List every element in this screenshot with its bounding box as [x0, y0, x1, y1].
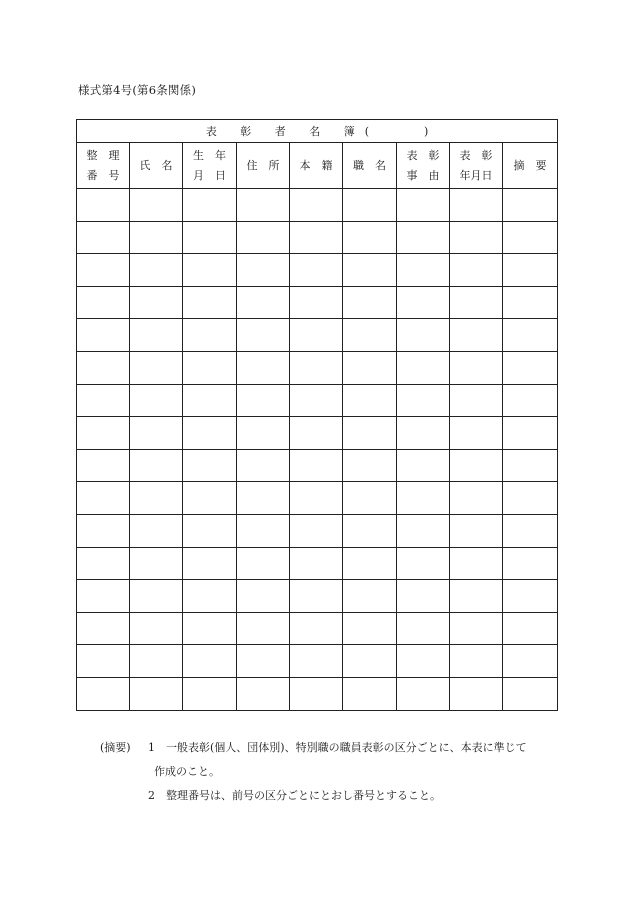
table-cell[interactable]	[290, 286, 343, 319]
table-cell[interactable]	[397, 351, 450, 384]
table-row	[77, 384, 558, 417]
table-cell[interactable]	[77, 612, 130, 645]
column-header-8	[450, 143, 503, 189]
table-cell[interactable]	[290, 612, 343, 645]
table-row	[77, 482, 558, 515]
column-header-text: 職 名	[353, 158, 386, 172]
table-cell[interactable]	[130, 677, 183, 710]
column-header-1	[77, 143, 130, 189]
table-body	[77, 189, 558, 711]
table-cell[interactable]	[183, 319, 237, 352]
table-cell[interactable]	[450, 547, 503, 580]
table-cell[interactable]	[237, 319, 290, 352]
table-cell[interactable]	[237, 254, 290, 287]
column-header-5	[290, 143, 343, 189]
table-cell[interactable]	[77, 417, 130, 450]
table-cell[interactable]	[290, 580, 343, 613]
table-cell[interactable]	[343, 351, 397, 384]
table-cell[interactable]	[343, 547, 397, 580]
table-cell[interactable]	[77, 221, 130, 254]
table-cell[interactable]	[343, 482, 397, 515]
table-cell[interactable]	[77, 286, 130, 319]
table-cell[interactable]	[397, 286, 450, 319]
table-cell[interactable]	[183, 351, 237, 384]
table-cell[interactable]	[290, 417, 343, 450]
table-cell[interactable]	[77, 254, 130, 287]
table-cell[interactable]	[130, 351, 183, 384]
column-header-text: 表 彰	[459, 148, 493, 162]
column-header-6	[343, 143, 397, 189]
table-cell[interactable]	[503, 319, 558, 352]
table-cell[interactable]	[503, 449, 558, 482]
table-cell[interactable]	[130, 482, 183, 515]
table-cell[interactable]	[343, 514, 397, 547]
table-cell[interactable]	[397, 254, 450, 287]
form-number-label: 様式第4号(第6条関係)	[78, 83, 197, 97]
table-cell[interactable]	[397, 384, 450, 417]
table-cell[interactable]	[237, 645, 290, 678]
table-row	[77, 514, 558, 547]
table-cell[interactable]	[183, 580, 237, 613]
table-cell[interactable]	[397, 645, 450, 678]
table-cell[interactable]	[343, 417, 397, 450]
table-cell[interactable]	[450, 221, 503, 254]
table-cell[interactable]	[450, 482, 503, 515]
table-cell[interactable]	[237, 189, 290, 222]
table-title: 表 彰 者 名 簿( )	[77, 120, 558, 143]
header-row	[77, 143, 558, 189]
table-cell[interactable]	[130, 254, 183, 287]
table-cell[interactable]	[290, 384, 343, 417]
table-cell[interactable]	[290, 645, 343, 678]
table-cell[interactable]	[77, 319, 130, 352]
table-row	[77, 449, 558, 482]
table-cell[interactable]	[130, 449, 183, 482]
table-cell[interactable]	[237, 417, 290, 450]
table-cell[interactable]	[450, 677, 503, 710]
notes-section	[100, 736, 527, 808]
table-cell[interactable]	[290, 319, 343, 352]
table-cell[interactable]	[397, 612, 450, 645]
table-cell[interactable]	[77, 384, 130, 417]
column-header-text: 生 年	[193, 148, 226, 162]
column-header-9	[503, 143, 558, 189]
table-cell[interactable]	[450, 254, 503, 287]
table-cell[interactable]	[130, 580, 183, 613]
column-header-text: 整 理	[86, 148, 120, 162]
table-cell[interactable]	[77, 514, 130, 547]
table-cell[interactable]	[450, 286, 503, 319]
note-item-1-continuation: 作成のこと。	[154, 765, 220, 778]
table-cell[interactable]	[397, 580, 450, 613]
table-cell[interactable]	[183, 286, 237, 319]
table-cell[interactable]	[450, 612, 503, 645]
table-cell[interactable]	[343, 286, 397, 319]
column-header-text: 表 彰	[406, 148, 440, 162]
table-cell[interactable]	[183, 221, 237, 254]
table-cell[interactable]	[343, 580, 397, 613]
column-header-text: 摘 要	[513, 158, 547, 172]
column-header-3	[183, 143, 237, 189]
column-header-text: 事 由	[406, 168, 440, 182]
table-row	[77, 189, 558, 222]
table-cell[interactable]	[397, 189, 450, 222]
table-cell[interactable]	[237, 514, 290, 547]
table-cell[interactable]	[290, 351, 343, 384]
table-cell[interactable]	[237, 612, 290, 645]
table-cell[interactable]	[130, 189, 183, 222]
table-cell[interactable]	[397, 482, 450, 515]
table-cell[interactable]	[183, 417, 237, 450]
table-cell[interactable]	[450, 351, 503, 384]
table-cell[interactable]	[237, 384, 290, 417]
table-row	[77, 221, 558, 254]
table-cell[interactable]	[503, 677, 558, 710]
table-cell[interactable]	[450, 417, 503, 450]
table-cell[interactable]	[183, 677, 237, 710]
note-item-2: 2 整理番号は、前号の区分ごとにとおし番号とすること。	[148, 789, 441, 802]
table-cell[interactable]	[183, 254, 237, 287]
table-cell[interactable]	[183, 384, 237, 417]
table-cell[interactable]	[77, 189, 130, 222]
table-cell[interactable]	[397, 449, 450, 482]
table-cell[interactable]	[343, 384, 397, 417]
table-cell[interactable]	[290, 221, 343, 254]
table-cell[interactable]	[130, 547, 183, 580]
table-row	[77, 645, 558, 678]
column-header-text: 月 日	[193, 168, 226, 182]
table-cell[interactable]	[343, 645, 397, 678]
table-cell[interactable]	[290, 514, 343, 547]
table-cell[interactable]	[77, 580, 130, 613]
table-cell[interactable]	[130, 286, 183, 319]
table-row	[77, 677, 558, 710]
table-cell[interactable]	[290, 482, 343, 515]
table-cell[interactable]	[503, 482, 558, 515]
table-row	[77, 547, 558, 580]
table-cell[interactable]	[290, 189, 343, 222]
table-row	[77, 254, 558, 287]
table-cell[interactable]	[290, 254, 343, 287]
table-cell[interactable]	[130, 384, 183, 417]
table-cell[interactable]	[397, 547, 450, 580]
table-row	[77, 612, 558, 645]
award-register-table	[76, 119, 558, 711]
table-cell[interactable]	[77, 351, 130, 384]
table-cell[interactable]	[503, 417, 558, 450]
table-cell[interactable]	[290, 449, 343, 482]
column-header-text: 氏 名	[139, 158, 173, 172]
table-cell[interactable]	[343, 254, 397, 287]
table-cell[interactable]	[183, 547, 237, 580]
table-cell[interactable]	[503, 351, 558, 384]
table-row	[77, 351, 558, 384]
table-cell[interactable]	[130, 221, 183, 254]
table-cell[interactable]	[183, 645, 237, 678]
table-cell[interactable]	[130, 645, 183, 678]
table-cell[interactable]	[77, 449, 130, 482]
table-cell[interactable]	[397, 514, 450, 547]
column-header-text: 番 号	[86, 168, 120, 182]
table-cell[interactable]	[450, 384, 503, 417]
table-cell[interactable]	[343, 221, 397, 254]
table-cell[interactable]	[450, 645, 503, 678]
table-cell[interactable]	[77, 677, 130, 710]
table-cell[interactable]	[237, 677, 290, 710]
table-cell[interactable]	[503, 547, 558, 580]
table-cell[interactable]	[397, 677, 450, 710]
table-cell[interactable]	[130, 319, 183, 352]
table-row	[77, 319, 558, 352]
table-cell[interactable]	[237, 580, 290, 613]
table-cell[interactable]	[343, 189, 397, 222]
table-cell[interactable]	[77, 645, 130, 678]
column-header-2	[130, 143, 183, 189]
table-cell[interactable]	[130, 612, 183, 645]
table-cell[interactable]	[450, 449, 503, 482]
table-cell[interactable]	[343, 677, 397, 710]
table-cell[interactable]	[183, 514, 237, 547]
column-header-4	[237, 143, 290, 189]
table-cell[interactable]	[290, 547, 343, 580]
table-cell[interactable]	[130, 417, 183, 450]
table-cell[interactable]	[450, 514, 503, 547]
column-header-text: 年月日	[459, 168, 493, 182]
table-cell[interactable]	[503, 645, 558, 678]
column-header-text: 本 籍	[299, 158, 333, 172]
table-cell[interactable]	[503, 189, 558, 222]
table-cell[interactable]	[237, 547, 290, 580]
table-cell[interactable]	[343, 449, 397, 482]
note-item-1: (摘要) 1 一般表彰(個人、団体別)、特別職の職員表彰の区分ごとに、本表に準じて	[100, 741, 527, 754]
table-cell[interactable]	[503, 612, 558, 645]
table-cell[interactable]	[183, 612, 237, 645]
table-cell[interactable]	[450, 189, 503, 222]
column-header-text: 住 所	[246, 158, 280, 172]
table-cell[interactable]	[503, 286, 558, 319]
table-cell[interactable]	[503, 580, 558, 613]
table-row	[77, 286, 558, 319]
table-cell[interactable]	[183, 189, 237, 222]
table-row	[77, 580, 558, 613]
table-cell[interactable]	[397, 417, 450, 450]
table-cell[interactable]	[503, 221, 558, 254]
table-cell[interactable]	[397, 221, 450, 254]
table-cell[interactable]	[237, 449, 290, 482]
table-cell[interactable]	[503, 514, 558, 547]
table-cell[interactable]	[237, 351, 290, 384]
table-cell[interactable]	[450, 580, 503, 613]
table-cell[interactable]	[397, 319, 450, 352]
table-cell[interactable]	[237, 286, 290, 319]
table-cell[interactable]	[503, 384, 558, 417]
table-cell[interactable]	[450, 319, 503, 352]
column-header-7	[397, 143, 450, 189]
table-cell[interactable]	[77, 547, 130, 580]
table-row	[77, 417, 558, 450]
table-cell[interactable]	[290, 677, 343, 710]
table-cell[interactable]	[237, 221, 290, 254]
table-cell[interactable]	[343, 319, 397, 352]
table-cell[interactable]	[503, 254, 558, 287]
table-cell[interactable]	[77, 482, 130, 515]
table-cell[interactable]	[183, 449, 237, 482]
table-cell[interactable]	[343, 612, 397, 645]
table-cell[interactable]	[183, 482, 237, 515]
table-cell[interactable]	[130, 514, 183, 547]
table-cell[interactable]	[237, 482, 290, 515]
